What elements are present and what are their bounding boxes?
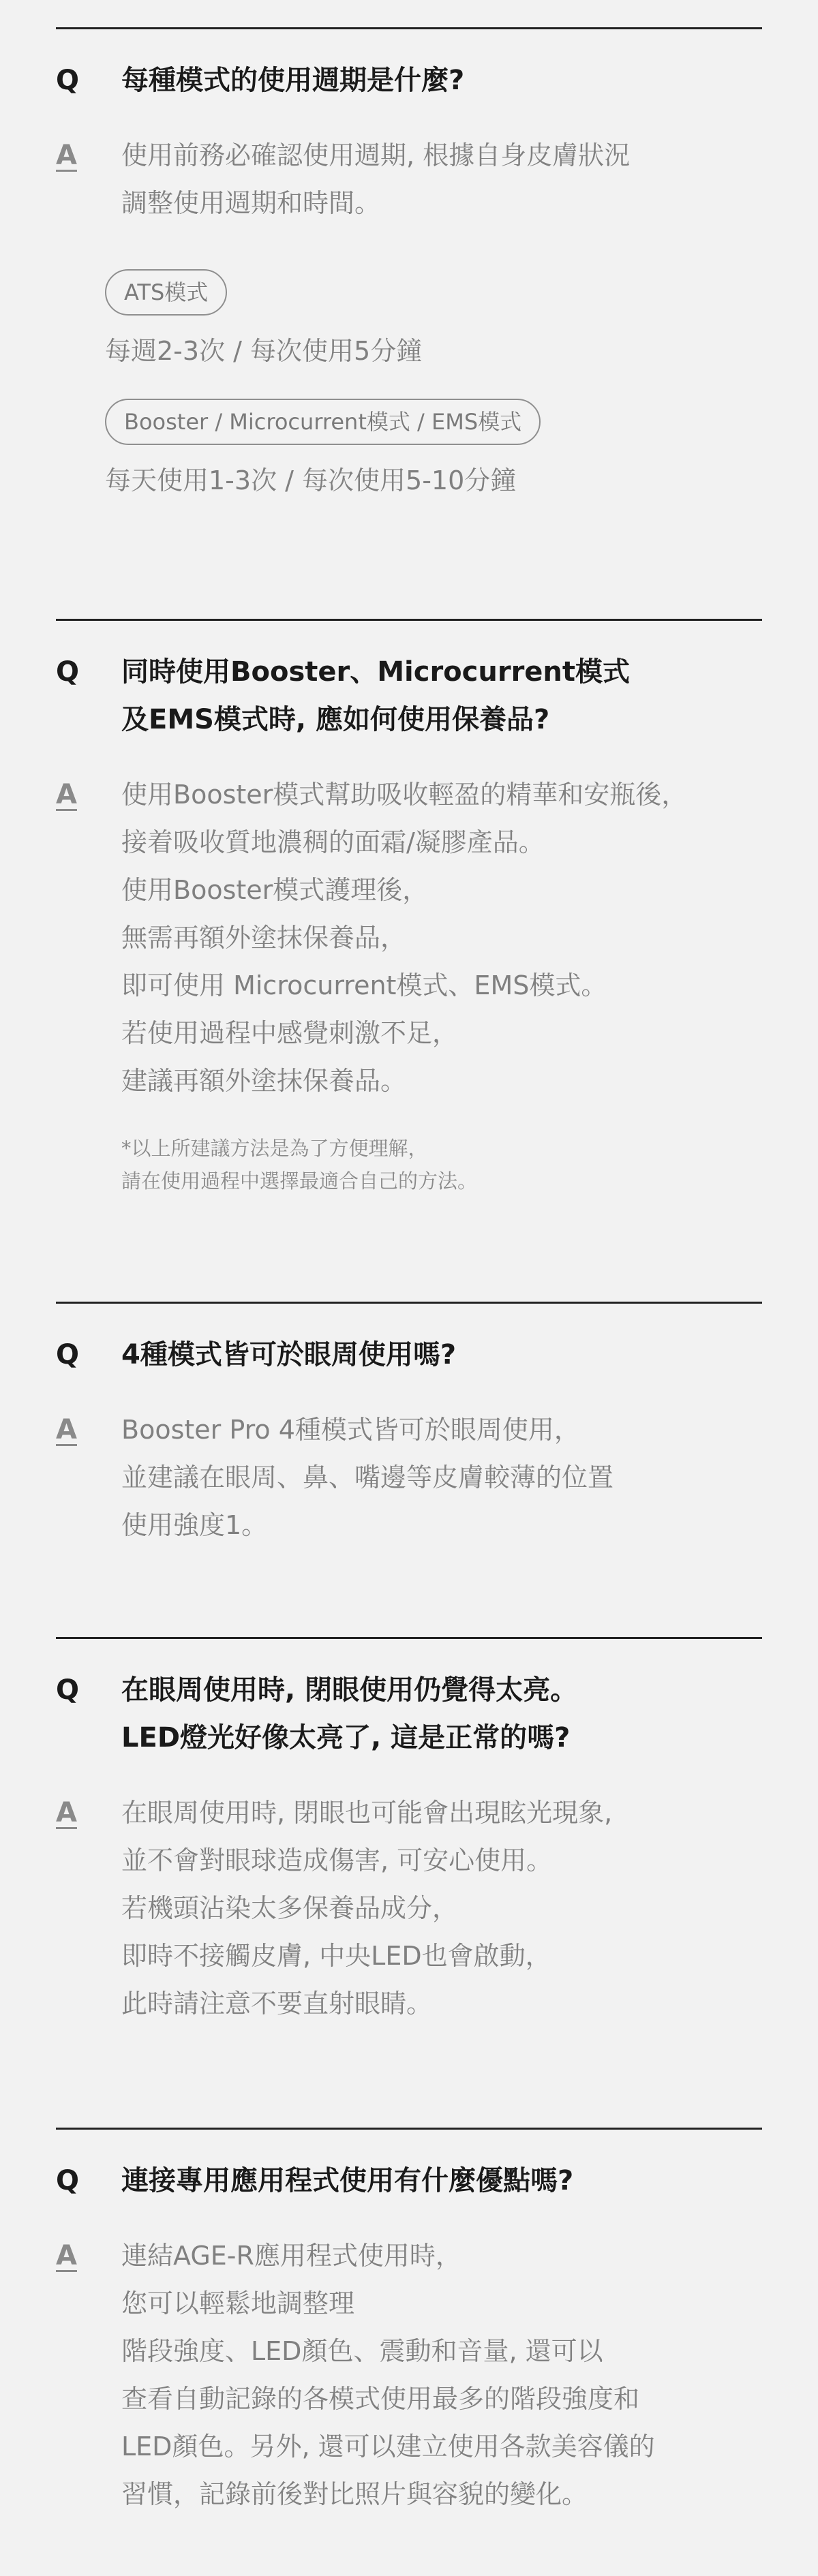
a-marker: A xyxy=(56,1797,77,1828)
question-text: 4種模式皆可於眼周使用嗎? xyxy=(121,1339,457,1370)
answer-text: 在眼周使用時, 閉眼也可能會出現眩光現象, 並不會對眼球造成傷害, 可安心使用。 若機頭沾染太多保養品成分， 即時不接觸皮膚, 中央LED也會啟動， 此時請注意不要直射眼睛。 xyxy=(121,1798,613,2019)
question-row xyxy=(56,1666,762,1762)
faq-section-usage-cycle xyxy=(56,27,762,501)
faq-section-led-brightness xyxy=(56,1637,762,2027)
mode-badge: Booster / Microcurrent模式 / EMS模式 xyxy=(105,399,541,445)
a-marker: A xyxy=(56,1414,77,1445)
answer-text: 使用前務必確認使用週期, 根據自身皮膚狀況 調整使用週期和時間。 xyxy=(121,140,631,218)
mode-schedule: 每天使用1-3次 / 每次使用5-10分鐘 xyxy=(105,465,517,495)
section-divider xyxy=(56,619,762,621)
q-marker: Q xyxy=(56,1674,80,1706)
question-text: 每種模式的使用週期是什麼? xyxy=(121,65,465,96)
a-marker: A xyxy=(56,2240,77,2271)
answer-row xyxy=(56,771,762,1105)
answer-text: 連結AGE-R應用程式使用時， 您可以輕鬆地調整理 階段強度、LED顏色、震動和音量, 還可以 查看自動記錄的各模式使用最多的階段強度和 LED顏色。另外, 還可以建立使用各款美容儀的 習慣，記錄前後對比照片與容貌的變化。 xyxy=(121,2241,655,2509)
faq-section-app-benefits xyxy=(56,2128,762,2518)
question-text: 同時使用Booster、Microcurrent模式 及EMS模式時, 應如何使用保養品? xyxy=(121,656,631,735)
q-marker: Q xyxy=(56,1339,80,1370)
section-divider xyxy=(56,1637,762,1639)
section-divider xyxy=(56,1302,762,1304)
a-marker: A xyxy=(56,779,77,810)
answer-row xyxy=(56,1789,762,2027)
section-divider xyxy=(56,2128,762,2130)
faq-section-skincare-usage xyxy=(56,619,762,1197)
section-divider xyxy=(56,27,762,29)
answer-row xyxy=(56,1406,762,1549)
mode-schedule: 每週2-3次 / 每次使用5分鐘 xyxy=(105,336,423,366)
answer-text: Booster Pro 4種模式皆可於眼周使用， 並建議在眼周、鼻、嘴邊等皮膚較薄的位置 使用強度1。 xyxy=(121,1415,614,1540)
question-text: 連接專用應用程式使用有什麼優點嗎? xyxy=(121,2165,574,2196)
q-marker: Q xyxy=(56,2165,80,2196)
mode-list xyxy=(105,269,762,501)
q-marker: Q xyxy=(56,65,80,96)
faq-section-eye-area xyxy=(56,1302,762,1549)
answer-row xyxy=(56,2232,762,2518)
question-row xyxy=(56,1331,762,1379)
answer-footnote: *以上所建議方法是為了方便理解， 請在使用過程中選擇最適合自己的方法。 xyxy=(121,1137,478,1193)
answer-text: 使用Booster模式幫助吸收輕盈的精華和安瓶後， 接着吸收質地濃稠的面霜/凝膠產品。 使用Booster模式護理後， 無需再額外塗抹保養品， 即可使用 Microcurrent模式、EMS模式。 若使用過程中感覺刺激不足， 建議再額外塗抹保養品。 xyxy=(121,780,688,1096)
mode-item-ats xyxy=(105,269,762,371)
question-row xyxy=(56,648,762,743)
a-marker: A xyxy=(56,140,77,171)
q-marker: Q xyxy=(56,656,80,688)
question-row xyxy=(56,2157,762,2205)
answer-row xyxy=(56,132,762,227)
mode-item-booster-micro-ems xyxy=(105,399,762,501)
question-text: 在眼周使用時, 閉眼使用仍覺得太亮。 LED燈光好像太亮了, 這是正常的嗎? xyxy=(121,1674,578,1753)
question-row xyxy=(56,57,762,104)
mode-badge: ATS模式 xyxy=(105,269,227,316)
